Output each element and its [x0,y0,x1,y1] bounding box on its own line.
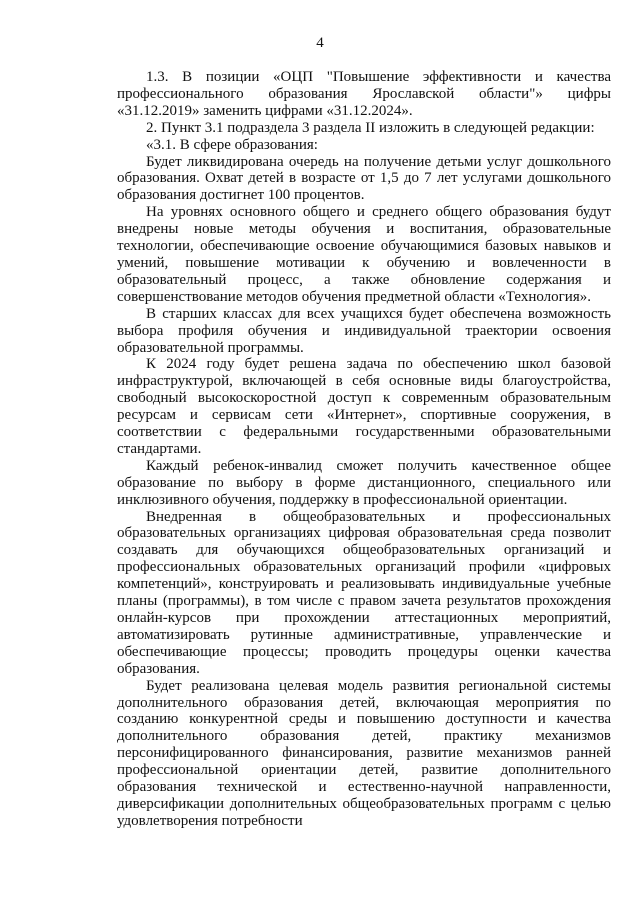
paragraph-2: 2. Пункт 3.1 подраздела 3 раздела II изложить в следующей редакции: [146,119,595,136]
paragraph-digital-environment: Внедренная в общеобразовательных и профессиональных образовательных организациях цифровая образовательная среда позволит создавать для обучающихся общеобразовательных организаций и профессиональных образовательных организаций профили «цифровых компетенций», конструировать и реализовывать индивидуальные учебные планы (программы), в том числе с правом зачета результатов прохождения онлайн-курсов при прохождении аттестационных мероприятий, автоматизировать рутинные административные, управленческие и обеспечивающие процессы; проводить процедуры оценки качества образования. [117,508,611,677]
paragraph-general-education: На уровнях основного общего и среднего общего образования будут внедрены новые методы обучения и воспитания, образовательные технологии, обеспечивающие освоение обучающимися базовых навыков и умений, повышение мотивации к обучению и вовлеченности в образовательный процесс, а также обновление содержания и совершенствование методов обучения предметной области «Технология». [117,204,611,305]
paragraph-additional-education: Будет реализована целевая модель развития региональной системы дополнительного образования детей, включающая мероприятия по созданию конкурентной среды и повышению доступности и качества дополнительного образования детей, практику механизмов персонифицированного финансирования, развитие механизмов ранней профессиональной ориентации детей, развитие дополнительного образования технической и естественно-научной направленности, диверсификации дополнительных общеобразовательных программ с целью удовлетворения потребности [117,677,611,829]
paragraph-1-3: 1.3. В позиции «ОЦП "Повышение эффективности и качества профессионального образования Ярославской области"» цифры «31.12.2019» заменить цифрами «31.12.2024». [117,69,611,119]
paragraph-infrastructure: К 2024 году будет решена задача по обеспечению школ базовой инфраструктурой, включающей в себя основные виды благоустройства, свободный высокоскоростной доступ к современным образовательным ресурсам и сервисам сети «Интернет», спортивные сооружения, в соответствии с федеральными государственными образовательными стандартами. [117,356,611,457]
document-body [117,69,611,830]
paragraph-disabled-children: Каждый ребенок-инвалид сможет получить качественное общее образование по выбору в форме дистанционного, специального или инклюзивного обучения, поддержку в профессиональной ориентации. [117,457,611,508]
page-number: 4 [316,35,324,51]
paragraph-preschool: Будет ликвидирована очередь на получение детьми услуг дошкольного образования. Охват детей в возрасте от 1,5 до 7 лет услугами дошкольного образования достигнет 100 процентов. [117,153,611,204]
paragraph-senior-classes: В старших классах для всех учащихся будет обеспечена возможность выбора профиля обучения и индивидуальной траектории освоения образовательной программы. [117,305,611,356]
paragraph-3-1-heading: «3.1. В сфере образования: [146,136,318,153]
